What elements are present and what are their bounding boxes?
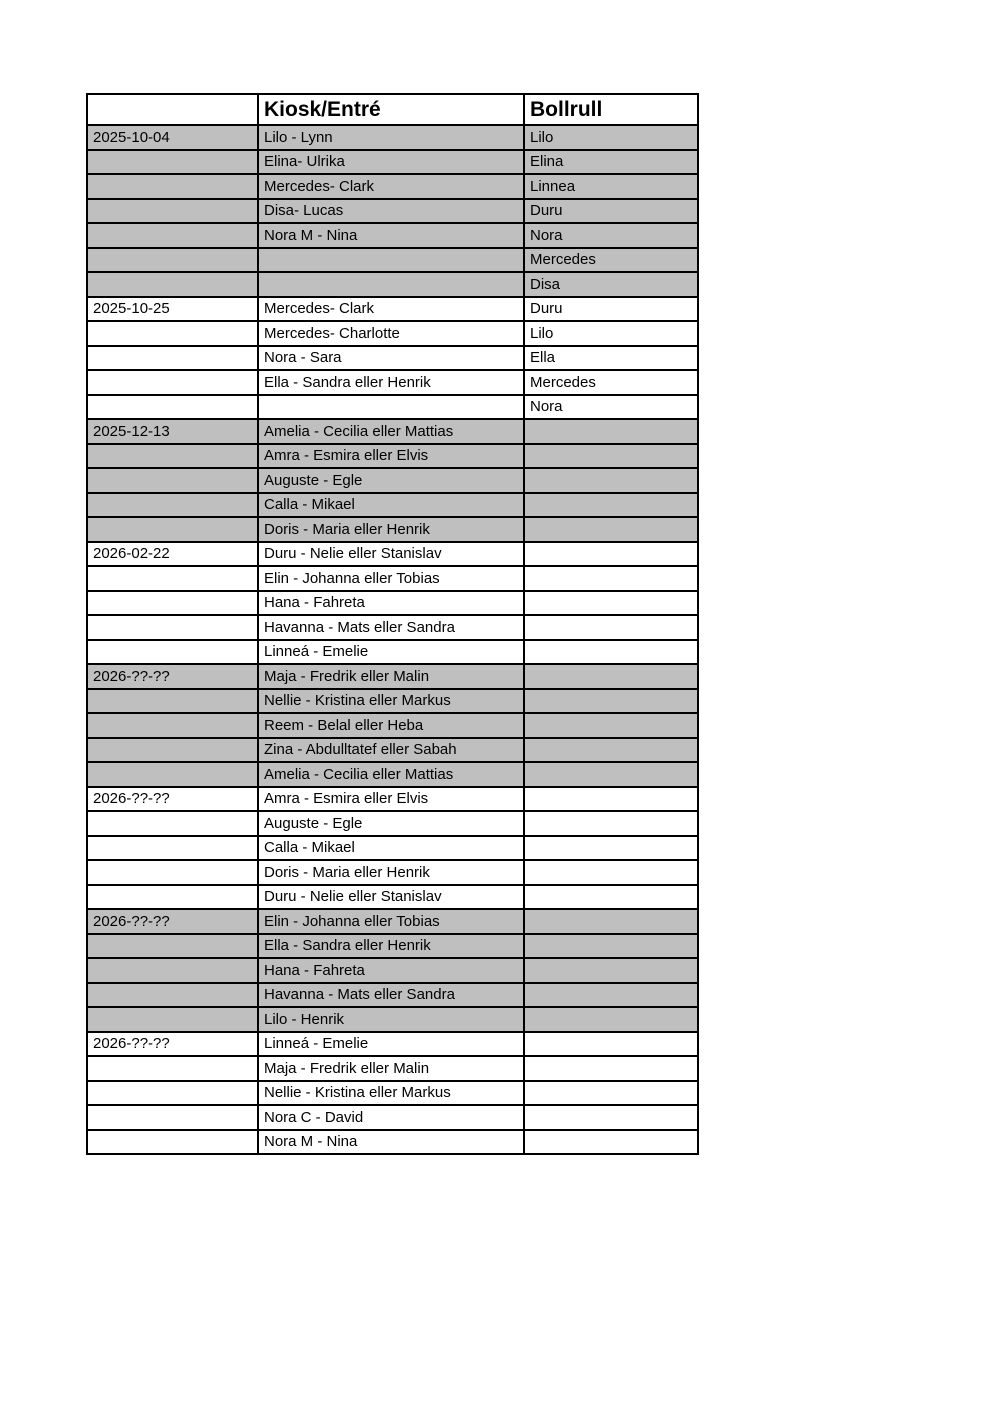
table-row	[87, 762, 698, 787]
date-cell	[87, 321, 258, 346]
table-row	[87, 591, 698, 616]
table-row	[87, 689, 698, 714]
bollrull-cell	[524, 468, 698, 493]
date-cell	[87, 517, 258, 542]
table-row	[87, 517, 698, 542]
date-cell	[87, 199, 258, 224]
table-row	[87, 640, 698, 665]
kiosk-cell: Nora C - David	[258, 1105, 524, 1130]
bollrull-cell	[524, 591, 698, 616]
date-cell	[87, 591, 258, 616]
bollrull-cell	[524, 934, 698, 959]
bollrull-cell	[524, 566, 698, 591]
table-row	[87, 983, 698, 1008]
date-cell	[87, 248, 258, 273]
date-cell	[87, 640, 258, 665]
date-cell	[87, 811, 258, 836]
bollrull-cell	[524, 860, 698, 885]
date-cell: 2026-??-??	[87, 909, 258, 934]
bollrull-cell	[524, 738, 698, 763]
kiosk-cell: Auguste - Egle	[258, 468, 524, 493]
date-cell	[87, 174, 258, 199]
bollrull-cell: Duru	[524, 199, 698, 224]
kiosk-cell: Mercedes- Clark	[258, 174, 524, 199]
bollrull-cell	[524, 958, 698, 983]
table-row	[87, 713, 698, 738]
kiosk-cell: Auguste - Egle	[258, 811, 524, 836]
table-body	[87, 125, 698, 1154]
kiosk-cell: Havanna - Mats eller Sandra	[258, 615, 524, 640]
table-row	[87, 321, 698, 346]
date-cell	[87, 836, 258, 861]
bollrull-cell	[524, 444, 698, 469]
bollrull-cell: Mercedes	[524, 248, 698, 273]
table-row	[87, 885, 698, 910]
date-cell	[87, 983, 258, 1008]
date-cell: 2025-10-04	[87, 125, 258, 150]
date-cell	[87, 1081, 258, 1106]
bollrull-cell: Lilo	[524, 321, 698, 346]
kiosk-cell: Calla - Mikael	[258, 493, 524, 518]
table-row	[87, 860, 698, 885]
table-header	[87, 94, 698, 125]
kiosk-cell: Linneá - Emelie	[258, 640, 524, 665]
date-cell	[87, 150, 258, 175]
kiosk-cell: Havanna - Mats eller Sandra	[258, 983, 524, 1008]
table-row	[87, 174, 698, 199]
bollrull-cell	[524, 615, 698, 640]
kiosk-cell	[258, 395, 524, 420]
table-row	[87, 370, 698, 395]
date-cell: 2025-10-25	[87, 297, 258, 322]
bollrull-cell	[524, 885, 698, 910]
date-cell	[87, 738, 258, 763]
header-date-cell	[87, 94, 258, 125]
header-bollrull-cell: Bollrull	[524, 94, 698, 125]
bollrull-cell: Linnea	[524, 174, 698, 199]
bollrull-cell	[524, 811, 698, 836]
date-cell	[87, 1130, 258, 1155]
bollrull-cell	[524, 909, 698, 934]
kiosk-cell: Disa- Lucas	[258, 199, 524, 224]
kiosk-cell: Duru - Nelie eller Stanislav	[258, 542, 524, 567]
bollrull-cell	[524, 1032, 698, 1057]
date-cell	[87, 444, 258, 469]
date-cell	[87, 934, 258, 959]
kiosk-cell: Elina- Ulrika	[258, 150, 524, 175]
table-row	[87, 444, 698, 469]
date-cell	[87, 689, 258, 714]
kiosk-cell: Mercedes- Clark	[258, 297, 524, 322]
bollrull-cell: Nora	[524, 223, 698, 248]
header-kiosk-cell: Kiosk/Entré	[258, 94, 524, 125]
date-cell	[87, 958, 258, 983]
bollrull-cell	[524, 664, 698, 689]
kiosk-cell: Calla - Mikael	[258, 836, 524, 861]
table-row	[87, 272, 698, 297]
date-cell	[87, 762, 258, 787]
date-cell	[87, 468, 258, 493]
date-cell	[87, 223, 258, 248]
table-row	[87, 468, 698, 493]
table-row	[87, 787, 698, 812]
bollrull-cell	[524, 1105, 698, 1130]
date-cell	[87, 860, 258, 885]
table-row	[87, 419, 698, 444]
bollrull-cell: Lilo	[524, 125, 698, 150]
kiosk-cell	[258, 272, 524, 297]
bollrull-cell: Nora	[524, 395, 698, 420]
table-row	[87, 125, 698, 150]
kiosk-cell: Nellie - Kristina eller Markus	[258, 1081, 524, 1106]
table-row	[87, 493, 698, 518]
table-row	[87, 836, 698, 861]
table-row	[87, 346, 698, 371]
date-cell: 2026-??-??	[87, 664, 258, 689]
kiosk-cell: Amra - Esmira eller Elvis	[258, 444, 524, 469]
kiosk-cell: Ella - Sandra eller Henrik	[258, 934, 524, 959]
table-row	[87, 542, 698, 567]
date-cell	[87, 615, 258, 640]
bollrull-cell	[524, 493, 698, 518]
bollrull-cell: Duru	[524, 297, 698, 322]
bollrull-cell	[524, 787, 698, 812]
kiosk-cell: Zina - Abdulltatef eller Sabah	[258, 738, 524, 763]
table-row	[87, 297, 698, 322]
table-row	[87, 811, 698, 836]
table-row	[87, 395, 698, 420]
bollrull-cell	[524, 762, 698, 787]
table-row	[87, 958, 698, 983]
kiosk-cell	[258, 248, 524, 273]
kiosk-cell: Hana - Fahreta	[258, 591, 524, 616]
date-cell	[87, 1056, 258, 1081]
bollrull-cell	[524, 836, 698, 861]
table-row	[87, 909, 698, 934]
kiosk-cell: Lilo - Henrik	[258, 1007, 524, 1032]
schedule-table	[86, 93, 699, 1155]
bollrull-cell	[524, 542, 698, 567]
bollrull-cell: Ella	[524, 346, 698, 371]
date-cell	[87, 346, 258, 371]
kiosk-cell: Lilo - Lynn	[258, 125, 524, 150]
date-cell	[87, 370, 258, 395]
table-row	[87, 1032, 698, 1057]
kiosk-cell: Elin - Johanna eller Tobias	[258, 566, 524, 591]
kiosk-cell: Doris - Maria eller Henrik	[258, 860, 524, 885]
table-row	[87, 223, 698, 248]
kiosk-cell: Maja - Fredrik eller Malin	[258, 1056, 524, 1081]
kiosk-cell: Reem - Belal eller Heba	[258, 713, 524, 738]
date-cell: 2025-12-13	[87, 419, 258, 444]
kiosk-cell: Amelia - Cecilia eller Mattias	[258, 419, 524, 444]
kiosk-cell: Maja - Fredrik eller Malin	[258, 664, 524, 689]
date-cell	[87, 885, 258, 910]
bollrull-cell	[524, 1130, 698, 1155]
table-row	[87, 1130, 698, 1155]
date-cell	[87, 713, 258, 738]
table-row	[87, 199, 698, 224]
table-row	[87, 1007, 698, 1032]
kiosk-cell: Hana - Fahreta	[258, 958, 524, 983]
kiosk-cell: Nora - Sara	[258, 346, 524, 371]
bollrull-cell: Disa	[524, 272, 698, 297]
bollrull-cell	[524, 983, 698, 1008]
kiosk-cell: Elin - Johanna eller Tobias	[258, 909, 524, 934]
bollrull-cell: Elina	[524, 150, 698, 175]
date-cell	[87, 1105, 258, 1130]
bollrull-cell	[524, 1056, 698, 1081]
bollrull-cell	[524, 517, 698, 542]
kiosk-cell: Nellie - Kristina eller Markus	[258, 689, 524, 714]
table-row	[87, 934, 698, 959]
table-row	[87, 566, 698, 591]
date-cell	[87, 272, 258, 297]
date-cell	[87, 395, 258, 420]
date-cell	[87, 1007, 258, 1032]
table-row	[87, 1105, 698, 1130]
date-cell: 2026-??-??	[87, 1032, 258, 1057]
date-cell: 2026-02-22	[87, 542, 258, 567]
table-row	[87, 1081, 698, 1106]
bollrull-cell: Mercedes	[524, 370, 698, 395]
table-row	[87, 248, 698, 273]
table-row	[87, 738, 698, 763]
bollrull-cell	[524, 419, 698, 444]
table-row	[87, 150, 698, 175]
date-cell	[87, 493, 258, 518]
kiosk-cell: Amelia - Cecilia eller Mattias	[258, 762, 524, 787]
kiosk-cell: Nora M - Nina	[258, 1130, 524, 1155]
date-cell	[87, 566, 258, 591]
kiosk-cell: Duru - Nelie eller Stanislav	[258, 885, 524, 910]
table-row	[87, 664, 698, 689]
kiosk-cell: Doris - Maria eller Henrik	[258, 517, 524, 542]
kiosk-cell: Mercedes- Charlotte	[258, 321, 524, 346]
kiosk-cell: Linneá - Emelie	[258, 1032, 524, 1057]
bollrull-cell	[524, 1007, 698, 1032]
bollrull-cell	[524, 640, 698, 665]
kiosk-cell: Nora M - Nina	[258, 223, 524, 248]
table-row	[87, 1056, 698, 1081]
bollrull-cell	[524, 689, 698, 714]
bollrull-cell	[524, 1081, 698, 1106]
bollrull-cell	[524, 713, 698, 738]
kiosk-cell: Amra - Esmira eller Elvis	[258, 787, 524, 812]
kiosk-cell: Ella - Sandra eller Henrik	[258, 370, 524, 395]
header-row	[87, 94, 698, 125]
table-row	[87, 615, 698, 640]
date-cell: 2026-??-??	[87, 787, 258, 812]
